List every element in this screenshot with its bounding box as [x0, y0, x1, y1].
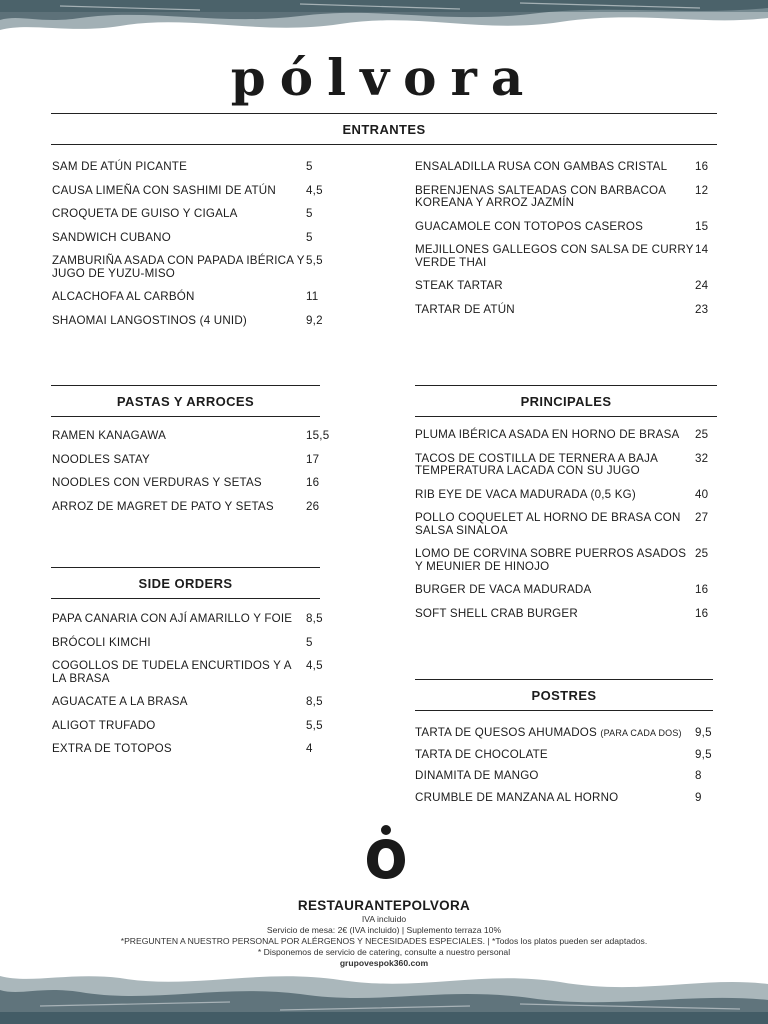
menu-item — [415, 548, 715, 573]
section-heading-postres: POSTRES — [415, 679, 713, 711]
menu-item-price: 5 — [306, 160, 313, 173]
menu-item-name-text: SHAOMAI LANGOSTINOS (4 UNID) — [52, 313, 247, 327]
menu-item-name — [415, 584, 695, 597]
menu-item-note: (PARA CADA DOS) — [600, 728, 682, 738]
menu-item — [52, 315, 332, 328]
menu-item-name — [52, 315, 306, 328]
menu-item-name-text: EXTRA DE TOTOPOS — [52, 742, 172, 755]
menu-item — [52, 161, 332, 174]
menu-item-name — [52, 660, 306, 685]
menu-item-name-text: TARTA DE CHOCOLATE — [415, 747, 548, 761]
menu-item-price: 8,5 — [306, 695, 323, 708]
menu-item-name — [415, 221, 695, 234]
side-orders-list — [52, 613, 332, 767]
footer-catering-note: * Disponemos de servicio de catering, consulte a nuestro personal — [257, 947, 511, 957]
menu-item-name-text: NOODLES CON VERDURAS Y SETAS — [52, 476, 262, 489]
entrantes-left-list — [52, 161, 332, 338]
menu-item-name-text: DINAMITA DE MANGO — [415, 769, 539, 782]
menu-item — [52, 501, 332, 514]
menu-item — [415, 749, 715, 762]
brushstroke-bottom-decoration — [0, 962, 768, 1024]
menu-item-price: 32 — [695, 451, 709, 465]
menu-item-name-text: ALCACHOFA AL CARBÓN — [52, 290, 195, 303]
menu-item-name — [415, 749, 695, 762]
menu-item-name — [415, 453, 695, 478]
menu-item-price: 5 — [306, 635, 313, 649]
menu-item-name — [415, 792, 695, 805]
menu-item-name — [415, 512, 695, 537]
menu-item — [52, 743, 332, 756]
menu-item-name-text: SAM DE ATÚN PICANTE — [52, 160, 187, 173]
brushstroke-top-decoration — [0, 0, 768, 44]
menu-item — [52, 255, 332, 280]
principales-list — [415, 429, 715, 631]
menu-item-name-text: ARROZ DE MAGRET DE PATO Y SETAS — [52, 499, 274, 513]
menu-item-name — [52, 232, 306, 245]
footer-allergens-note: *PREGUNTEN A NUESTRO PERSONAL POR ALÉRGENOS Y NECESIDADES ESPECIALES. | *Todos los platos pueden ser adaptados. — [120, 936, 648, 946]
menu-item-name-text: ZAMBURIÑA ASADA CON PAPADA IBÉRICA Y JUGO DE YUZU-MISO — [52, 254, 305, 280]
menu-item-price: 27 — [695, 511, 709, 524]
menu-item-name — [52, 161, 306, 174]
menu-item-price: 24 — [695, 279, 709, 292]
menu-item-name-text: AGUACATE A LA BRASA — [52, 695, 188, 708]
menu-item-name-text: ALIGOT TRUFADO — [52, 718, 156, 732]
menu-item-price: 16 — [695, 606, 709, 620]
menu-item-name-text: TACOS DE COSTILLA DE TERNERA A BAJA TEMPERATURA LACADA CON SU JUGO — [415, 451, 658, 477]
polvora-o-mark-icon — [364, 824, 408, 880]
menu-item — [415, 453, 715, 478]
menu-item-name — [52, 185, 306, 198]
menu-item-price: 16 — [695, 160, 709, 173]
menu-item-name — [52, 696, 306, 709]
menu-item-name — [415, 429, 695, 442]
menu-item-price: 15,5 — [306, 429, 330, 442]
menu-item — [52, 185, 332, 198]
section-heading-side-orders: SIDE ORDERS — [51, 567, 320, 599]
menu-item-name-text: GUACAMOLE CON TOTOPOS CASEROS — [415, 219, 644, 233]
menu-item — [52, 696, 332, 709]
menu-item — [415, 512, 715, 537]
footer-website-link[interactable]: grupovespok360.com — [339, 958, 429, 968]
menu-item-name-text: MEJILLONES GALLEGOS CON SALSA DE CURRY VERDE THAI — [415, 243, 694, 269]
menu-item — [415, 584, 715, 597]
menu-item — [52, 232, 332, 245]
menu-item-price: 5,5 — [306, 254, 323, 267]
menu-item-name — [415, 548, 695, 573]
entrantes-right-list — [415, 161, 715, 327]
postres-list — [415, 727, 715, 813]
menu-item-name — [415, 161, 695, 174]
logo-wordmark: pólvora — [230, 48, 538, 107]
menu-item-name — [415, 280, 695, 293]
menu-item-name-text: STEAK TARTAR — [415, 279, 503, 292]
menu-item-name — [415, 770, 695, 783]
menu-item-price: 5,5 — [306, 718, 323, 732]
menu-item-name — [415, 489, 695, 502]
menu-item-name-text: PAPA CANARIA CON AJÍ AMARILLO Y FOIE — [52, 612, 293, 625]
menu-item-name — [415, 608, 695, 621]
menu-item-price: 25 — [695, 547, 709, 560]
menu-item-price: 17 — [306, 452, 320, 466]
menu-item — [415, 429, 715, 442]
menu-item-name-text: RAMEN KANAGAWA — [52, 429, 167, 442]
menu-item-name — [52, 637, 306, 650]
menu-item-name-text: SANDWICH CUBANO — [52, 230, 171, 244]
menu-item — [52, 637, 332, 650]
menu-item-price: 9,5 — [695, 726, 712, 739]
footer-vat-note: IVA incluido — [361, 914, 407, 924]
menu-item-name-text: TARTA DE QUESOS AHUMADOS — [415, 726, 597, 739]
menu-item-name — [52, 720, 306, 733]
menu-item — [415, 185, 715, 210]
restaurant-name: RESTAURANTEPOLVORA — [297, 898, 471, 913]
menu-item-name-text: BERENJENAS SALTEADAS CON BARBACOA KOREANA Y ARROZ JAZMÍN — [415, 183, 666, 209]
footer-service-note: Servicio de mesa: 2€ (IVA incluido) | Suplemento terraza 10% — [266, 925, 502, 935]
menu-item-name-text: CAUSA LIMEÑA CON SASHIMI DE ATÚN — [52, 183, 276, 197]
menu-item-price: 4 — [306, 742, 313, 755]
menu-item-price: 9,2 — [306, 313, 323, 327]
menu-item-name-text: ENSALADILLA RUSA CON GAMBAS CRISTAL — [415, 160, 668, 173]
menu-item-name-text: SOFT SHELL CRAB BURGER — [415, 606, 578, 620]
menu-item-name-text: COGOLLOS DE TUDELA ENCURTIDOS Y A LA BRASA — [52, 659, 291, 685]
menu-item-name — [415, 244, 695, 269]
menu-item-price: 26 — [306, 499, 320, 513]
menu-item-price: 40 — [695, 487, 709, 501]
menu-item — [415, 770, 715, 783]
menu-item-price: 23 — [695, 302, 709, 316]
menu-item-name — [52, 208, 306, 221]
menu-item-name — [52, 477, 306, 490]
menu-item — [415, 489, 715, 502]
menu-item — [52, 430, 332, 443]
menu-item — [52, 208, 332, 221]
menu-item-price: 11 — [306, 290, 319, 303]
menu-item — [52, 291, 332, 304]
menu-item-price: 25 — [695, 428, 709, 441]
section-heading-pastas-y-arroces: PASTAS Y ARROCES — [51, 385, 320, 417]
menu-item — [415, 608, 715, 621]
menu-item-name-text: CROQUETA DE GUISO Y CIGALA — [52, 207, 238, 220]
menu-item-price: 8,5 — [306, 612, 323, 625]
menu-item — [415, 792, 715, 805]
menu-item-name — [52, 291, 306, 304]
menu-item — [415, 727, 715, 740]
menu-item — [415, 221, 715, 234]
menu-item-name — [52, 255, 306, 280]
menu-item-price: 14 — [695, 243, 709, 256]
menu-item-price: 9,5 — [695, 747, 712, 761]
menu-item-name-text: BURGER DE VACA MADURADA — [415, 583, 592, 596]
menu-item-price: 16 — [695, 583, 709, 596]
menu-item-price: 8 — [695, 769, 702, 782]
menu-item-price: 15 — [695, 219, 709, 233]
menu-item — [415, 280, 715, 293]
menu-item-price: 12 — [695, 183, 709, 197]
menu-item — [52, 720, 332, 733]
menu-item — [52, 477, 332, 490]
menu-item — [415, 304, 715, 317]
menu-item-name-text: NOODLES SATAY — [52, 452, 150, 466]
menu-item-name — [52, 613, 306, 626]
menu-item-price: 4,5 — [306, 183, 323, 197]
menu-item-price: 16 — [306, 476, 320, 489]
menu-item-name — [52, 501, 306, 514]
section-heading-principales: PRINCIPALES — [415, 385, 717, 417]
menu-item-name-text: PLUMA IBÉRICA ASADA EN HORNO DE BRASA — [415, 428, 680, 441]
menu-item-name — [52, 454, 306, 467]
menu-item-name-text: TARTAR DE ATÚN — [415, 302, 515, 316]
menu-item — [52, 613, 332, 626]
menu-item — [415, 161, 715, 174]
menu-item-name — [415, 185, 695, 210]
menu-item — [415, 244, 715, 269]
menu-item-price: 4,5 — [306, 659, 323, 672]
menu-item-name-text: POLLO COQUELET AL HORNO DE BRASA CON SALSA SINALOA — [415, 511, 681, 537]
menu-item-name-text: BRÓCOLI KIMCHI — [52, 635, 151, 649]
menu-item-price: 5 — [306, 207, 313, 220]
menu-item — [52, 454, 332, 467]
menu-item-name — [52, 430, 306, 443]
menu-item-name-text: RIB EYE DE VACA MADURADA (0,5 KG) — [415, 487, 636, 501]
section-heading-entrantes: ENTRANTES — [51, 113, 717, 145]
menu-item-name — [52, 743, 306, 756]
menu-item-price: 9 — [695, 790, 702, 804]
menu-item-name-text: CRUMBLE DE MANZANA AL HORNO — [415, 790, 619, 804]
menu-item-price: 5 — [306, 230, 313, 244]
menu-item-name — [415, 304, 695, 317]
pastas-list — [52, 430, 332, 524]
menu-item — [52, 660, 332, 685]
menu-item-name-text: LOMO DE CORVINA SOBRE PUERROS ASADOS Y MEUNIER DE HINOJO — [415, 547, 687, 573]
menu-item-name — [415, 727, 695, 740]
